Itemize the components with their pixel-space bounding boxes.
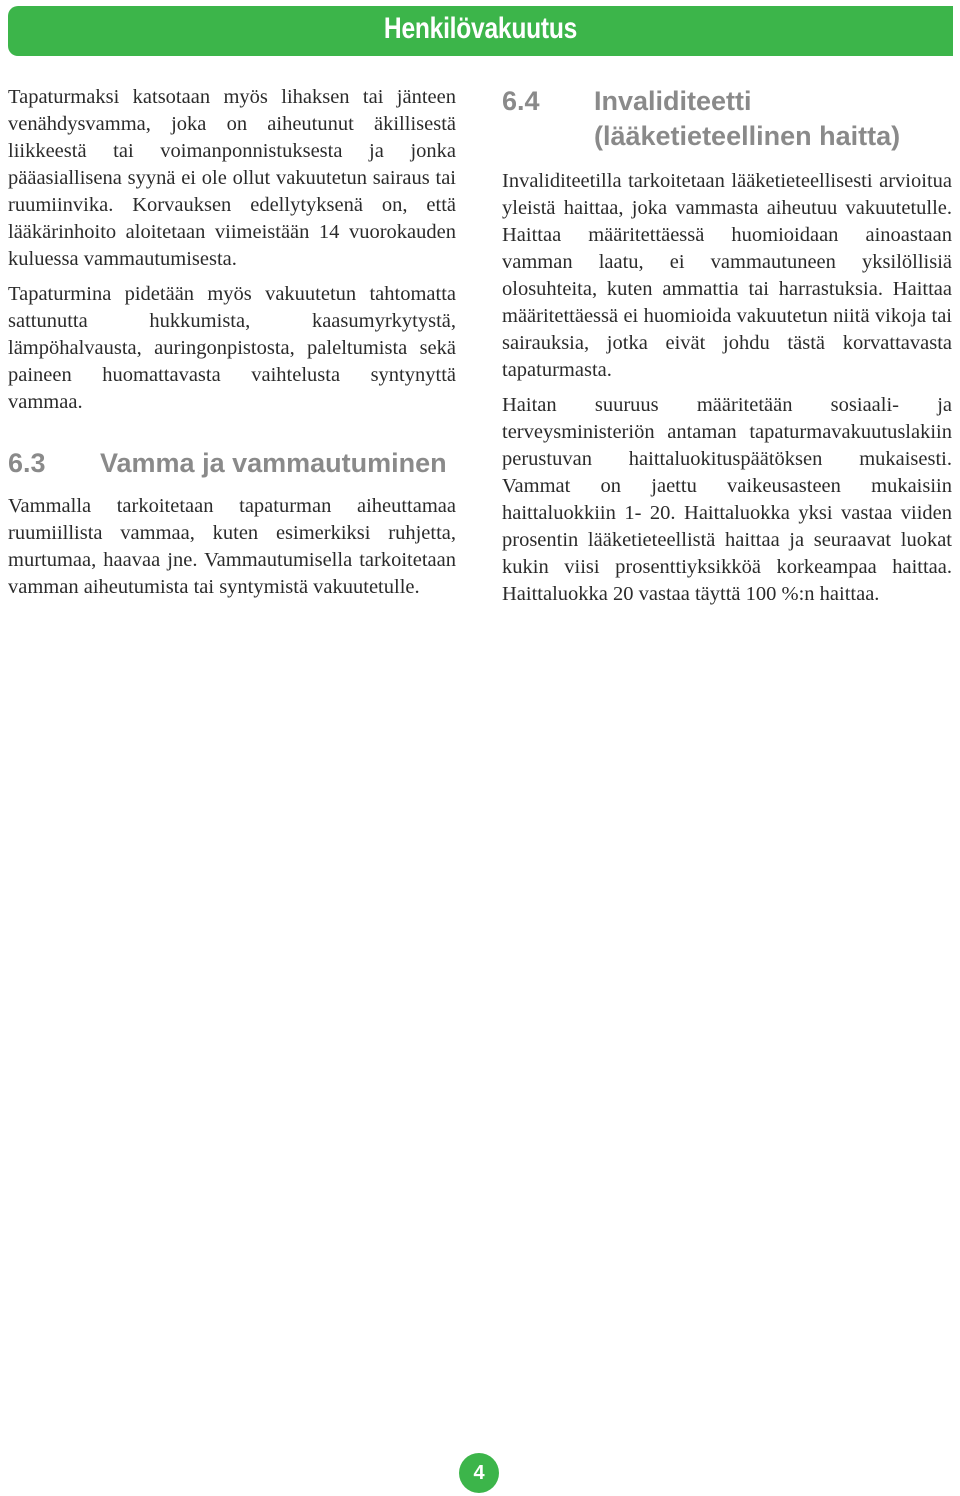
body-paragraph: Vammalla tarkoitetaan tapaturman aiheuttamaa ruumiillista vammaa, kuten esimerkiksi ruhjetta, murtumaa, haavaa jne. Vammautumisella tarkoitetaan vamman aiheutumista tai syntymistä vakuutetulle. <box>8 495 456 598</box>
page-number-badge: 4 <box>459 1453 499 1493</box>
section-title: Vamma ja vammautuminen <box>100 448 447 478</box>
right-column <box>502 84 952 616</box>
body-paragraph: Invaliditeetilla tarkoitetaan lääketieteellisesti arvioitua yleistä haittaa, joka vammasta aiheutuu vakuutetulle. Haittaa määritettäessä huomioidaan ainoastaan vamman laatu, ei vammautuneen yksilöllisiä olosuhteita, kuten ammattia tai harrastuksia. Haittaa määritettäessä ei huomioida vakuutetun niitä vikoja tai sairauksia, jotka eivät johdu tästä korvattavasta tapaturmasta. <box>502 170 952 381</box>
section-number: 6.3 <box>8 448 46 478</box>
left-column <box>8 84 456 609</box>
page-header-title: Henkilövakuutus <box>383 12 578 45</box>
section-heading-6-3 <box>8 446 456 481</box>
body-paragraph: Haitan suuruus määritetään sosiaali- ja terveysministeriön antaman tapaturmavakuutuslakiin perustuvan haittaluokituspäätöksen mukaisesti. Vammat on jaettu vaikeusasteen mukaisiin haittaluokkiin 1- 20. Haittaluokka yksi vastaa viiden prosentin lääketieteellistä haittaa ja seuraavat luokat kukin viisi prosenttiyksikköä korkeampaa haittaa. Haittaluokka 20 vastaa täyttä 100 %:n haittaa. <box>502 394 952 605</box>
body-paragraph: Tapaturmina pidetään myös vakuutetun tahtomatta sattunutta hukkumista, kaasumyrkytystä, lämpöhalvausta, auringonpistosta, paleltumista sekä paineen huomattavasta vaihtelusta syntynyttä vammaa. <box>8 283 456 413</box>
section-number: 6.4 <box>502 86 540 116</box>
section-heading-6-4 <box>502 84 952 154</box>
body-paragraph: Tapaturmaksi katsotaan myös lihaksen tai jänteen venähdysvamma, joka on aiheutunut äkillisestä liikkeestä tai voimanponnistuksesta ja jonka pääasiallisena syynä ei ole ollut vakuutetun sairaus tai ruumiinvika. Korvauksen edellytyksenä on, että lääkärinhoito aloitetaan viimeistään 14 vuorokauden kuluessa vammautumisesta. <box>8 86 456 270</box>
section-title: Invaliditeetti (lääketieteellinen haitta) <box>594 86 901 151</box>
header-bar <box>8 6 953 56</box>
